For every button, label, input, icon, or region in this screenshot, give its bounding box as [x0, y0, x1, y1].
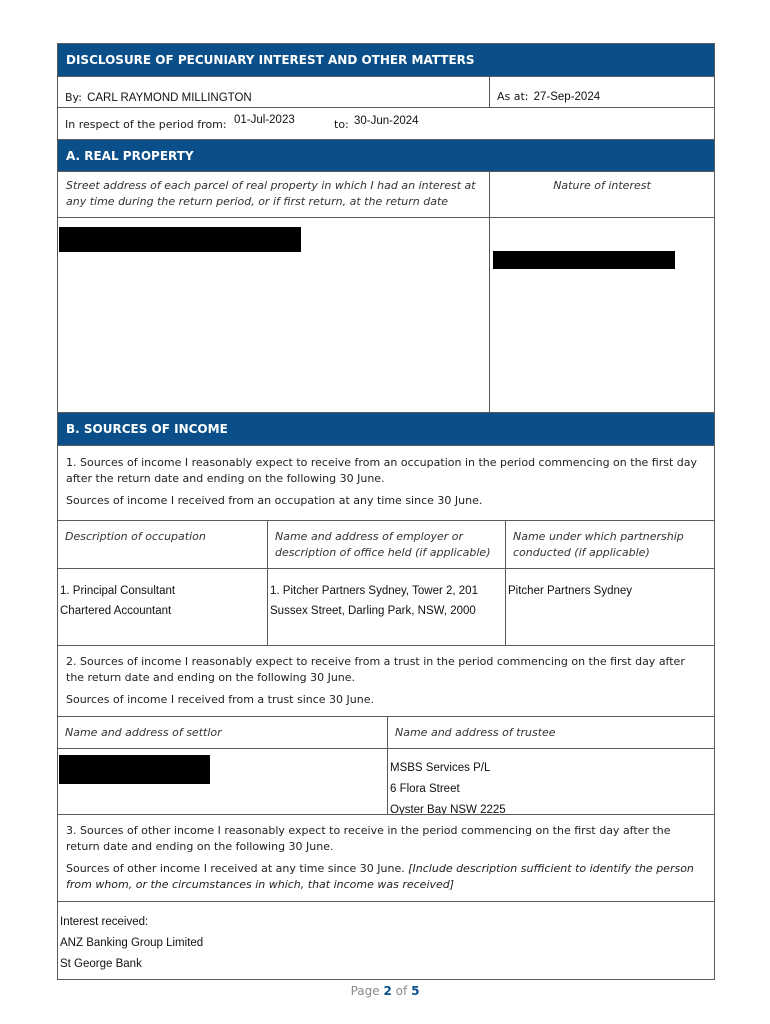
- section-a-header: [58, 140, 714, 172]
- page-label: Page: [350, 984, 380, 998]
- as-at-cell: [489, 77, 714, 107]
- question-3-subtext-plain: Sources of other income I received at any time since 30 June.: [66, 862, 405, 875]
- employer-header: Name and address of employer or description of office held (if applicable): [267, 521, 505, 568]
- employer-line: 1. Pitcher Partners Sydney, Tower 2, 201: [270, 585, 478, 597]
- section-b-header: [58, 413, 714, 446]
- by-label: By:: [65, 91, 82, 104]
- period-to: 30-Jun-2024: [354, 115, 419, 127]
- employer-cell: [267, 569, 505, 645]
- trustee-header: Name and address of trustee: [387, 717, 714, 748]
- employer-line: Sussex Street, Darling Park, NSW, 2000: [270, 605, 476, 617]
- other-income-row: [58, 902, 714, 979]
- as-at-value: 27-Sep-2024: [533, 91, 601, 103]
- trust-row: [58, 749, 714, 815]
- section-a-columns: [58, 172, 714, 218]
- period-label: In respect of the period from:: [65, 118, 227, 131]
- other-income-line: ANZ Banking Group Limited: [60, 937, 204, 949]
- redaction-block: [59, 755, 210, 784]
- income-question-3: [58, 815, 714, 902]
- question-2-subtext: Sources of income I received from a trust since 30 June.: [66, 693, 375, 706]
- redaction-block: [493, 251, 675, 269]
- by-cell: [58, 77, 489, 107]
- partnership-cell: [505, 569, 714, 645]
- question-1-subtext: Sources of income I received from an occupation at any time since 30 June.: [66, 494, 483, 507]
- question-2-text: 2. Sources of income I reasonably expect to receive from a trust in the period commencing on the first day after the return date and ending on the following 30 June.: [66, 655, 685, 684]
- partnership-header: Name under which partnership conducted (if applicable): [505, 521, 714, 568]
- section-b-title: B. SOURCES OF INCOME: [66, 422, 228, 436]
- form-title-bar: [58, 44, 714, 77]
- page-of-label: of: [395, 984, 408, 998]
- occupation-line: 1. Principal Consultant: [60, 585, 176, 597]
- period-from: 01-Jul-2023: [234, 114, 295, 126]
- disclosure-form: [57, 43, 715, 980]
- occupation-cell: [58, 569, 267, 645]
- occupation-line: Chartered Accountant: [60, 605, 172, 617]
- occupation-header: Description of occupation: [65, 530, 206, 543]
- section-a-body: [58, 218, 714, 413]
- section-a-title: A. REAL PROPERTY: [66, 148, 194, 163]
- period-row: [58, 108, 714, 140]
- trustee-cell: [387, 749, 714, 814]
- page-total: 5: [411, 984, 420, 998]
- trustee-line: Oyster Bay NSW 2225: [390, 804, 506, 815]
- street-address-header: Street address of each parcel of real property in which I had an interest at any time during the return period, or if first return, at the return date: [66, 179, 476, 208]
- by-row: [58, 77, 714, 108]
- question-3-subtext: [66, 861, 706, 893]
- trust-headers: [58, 717, 714, 749]
- trustee-line: 6 Flora Street: [390, 783, 460, 795]
- occupation-row: [58, 569, 714, 646]
- other-income-line: St George Bank: [60, 958, 142, 970]
- address-cell: [58, 218, 489, 412]
- question-1-text: 1. Sources of income I reasonably expect to receive from an occupation in the period commencing on the first day after the return date and ending on the following 30 June.: [66, 456, 698, 485]
- trustee-line: MSBS Services P/L: [390, 762, 491, 774]
- settlor-header: Name and address of settlor: [65, 726, 222, 739]
- redaction-block: [59, 227, 301, 252]
- question-3-subtext-italic: [Include description sufficient to identify the person from whom, or the circumstances in which, that income was received]: [66, 862, 694, 891]
- as-at-label: As at:: [497, 90, 529, 103]
- nature-of-interest-header: Nature of interest: [489, 172, 714, 217]
- occupation-headers: [58, 521, 714, 569]
- page-number: 2: [383, 984, 392, 998]
- other-income-line: Interest received:: [60, 916, 149, 928]
- settlor-cell: [58, 749, 387, 814]
- partnership-value: Pitcher Partners Sydney: [508, 585, 633, 597]
- question-3-text: 3. Sources of other income I reasonably expect to receive in the period commencing on the first day after the return date and ending on the following 30 June.: [66, 824, 671, 853]
- period-to-label: to:: [334, 118, 349, 131]
- by-value: CARL RAYMOND MILLINGTON: [87, 92, 252, 104]
- income-question-2: [58, 646, 714, 717]
- income-question-1: [58, 446, 714, 521]
- page-footer: [0, 984, 770, 998]
- form-title: DISCLOSURE OF PECUNIARY INTEREST AND OTHER MATTERS: [66, 53, 475, 67]
- interest-cell: [489, 218, 714, 412]
